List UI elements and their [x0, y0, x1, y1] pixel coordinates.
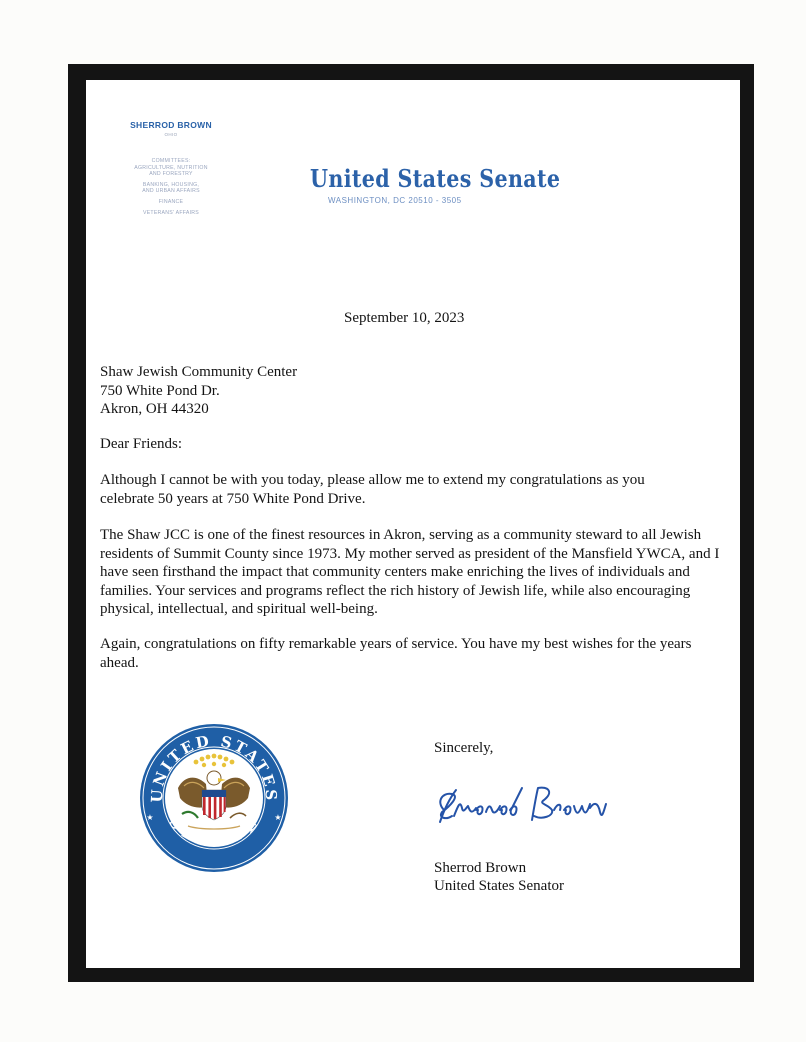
- committee-line: AGRICULTURE, NUTRITION: [134, 164, 208, 171]
- recipient-line: Shaw Jewish Community Center: [100, 364, 298, 380]
- committee-list: [108, 158, 234, 220]
- recipient-line: 750 White Pond Dr.: [100, 382, 220, 399]
- committee-line: AND FORESTRY: [149, 171, 193, 178]
- committee-item: [108, 158, 234, 178]
- body-paragraph: Although I cannot be with you today, please allow me to extend my congratulations as you celebrate 50 years at 750 White Pond Drive.: [100, 472, 645, 507]
- svg-text:★: ★: [274, 813, 282, 822]
- committee-line: VETERANS' AFFAIRS: [143, 209, 199, 216]
- salutation: Dear Friends:: [100, 436, 183, 452]
- committee-line: BANKING, HOUSING,: [142, 181, 200, 188]
- senate-address: WASHINGTON, DC 20510 - 3505: [328, 196, 462, 205]
- closing: Sincerely,: [434, 740, 494, 756]
- sender-name: SHERROD BROWN: [130, 120, 212, 130]
- recipient-address: [100, 363, 500, 419]
- signer-name: Sherrod Brown: [434, 860, 527, 876]
- committee-item: [108, 199, 234, 206]
- svg-text:★: ★: [146, 813, 154, 822]
- committee-line: AND URBAN AFFAIRS: [142, 188, 200, 195]
- recipient-line: Akron, OH 44320: [100, 401, 209, 417]
- committee-item: [108, 182, 234, 195]
- body-paragraph: Again, congratulations on fifty remarkable years of service. You have my best wishes for the years ahead.: [100, 636, 692, 671]
- committee-line: FINANCE: [158, 198, 184, 205]
- committee-line: COMMITTEES:: [151, 158, 191, 164]
- senate-letterhead-title: United States Senate: [310, 164, 561, 193]
- letter-page: [86, 80, 740, 968]
- seal-top-text: UNITED STATES: [147, 731, 281, 804]
- body-paragraph: The Shaw JCC is one of the finest resources in Akron, serving as a community steward to all Jewish residents of Summit County since 1973. My mother served as president of the Mansfield YWCA, and I have seen firsthand the impact that community centers make enriching the lives of individuals and families. Your services and programs reflect the rich history of Jewish life, while also encouraging physical, intellectual, and spiritual well-being.: [100, 527, 720, 617]
- signature-image: [430, 780, 608, 840]
- senate-seal: [138, 722, 290, 874]
- sender-state: OHIO: [164, 132, 178, 137]
- committee-item: [108, 210, 234, 217]
- seal-bottom-text: SENATE: [165, 813, 263, 851]
- signer-title: United States Senator: [434, 878, 564, 894]
- letter-date: September 10, 2023: [344, 310, 465, 326]
